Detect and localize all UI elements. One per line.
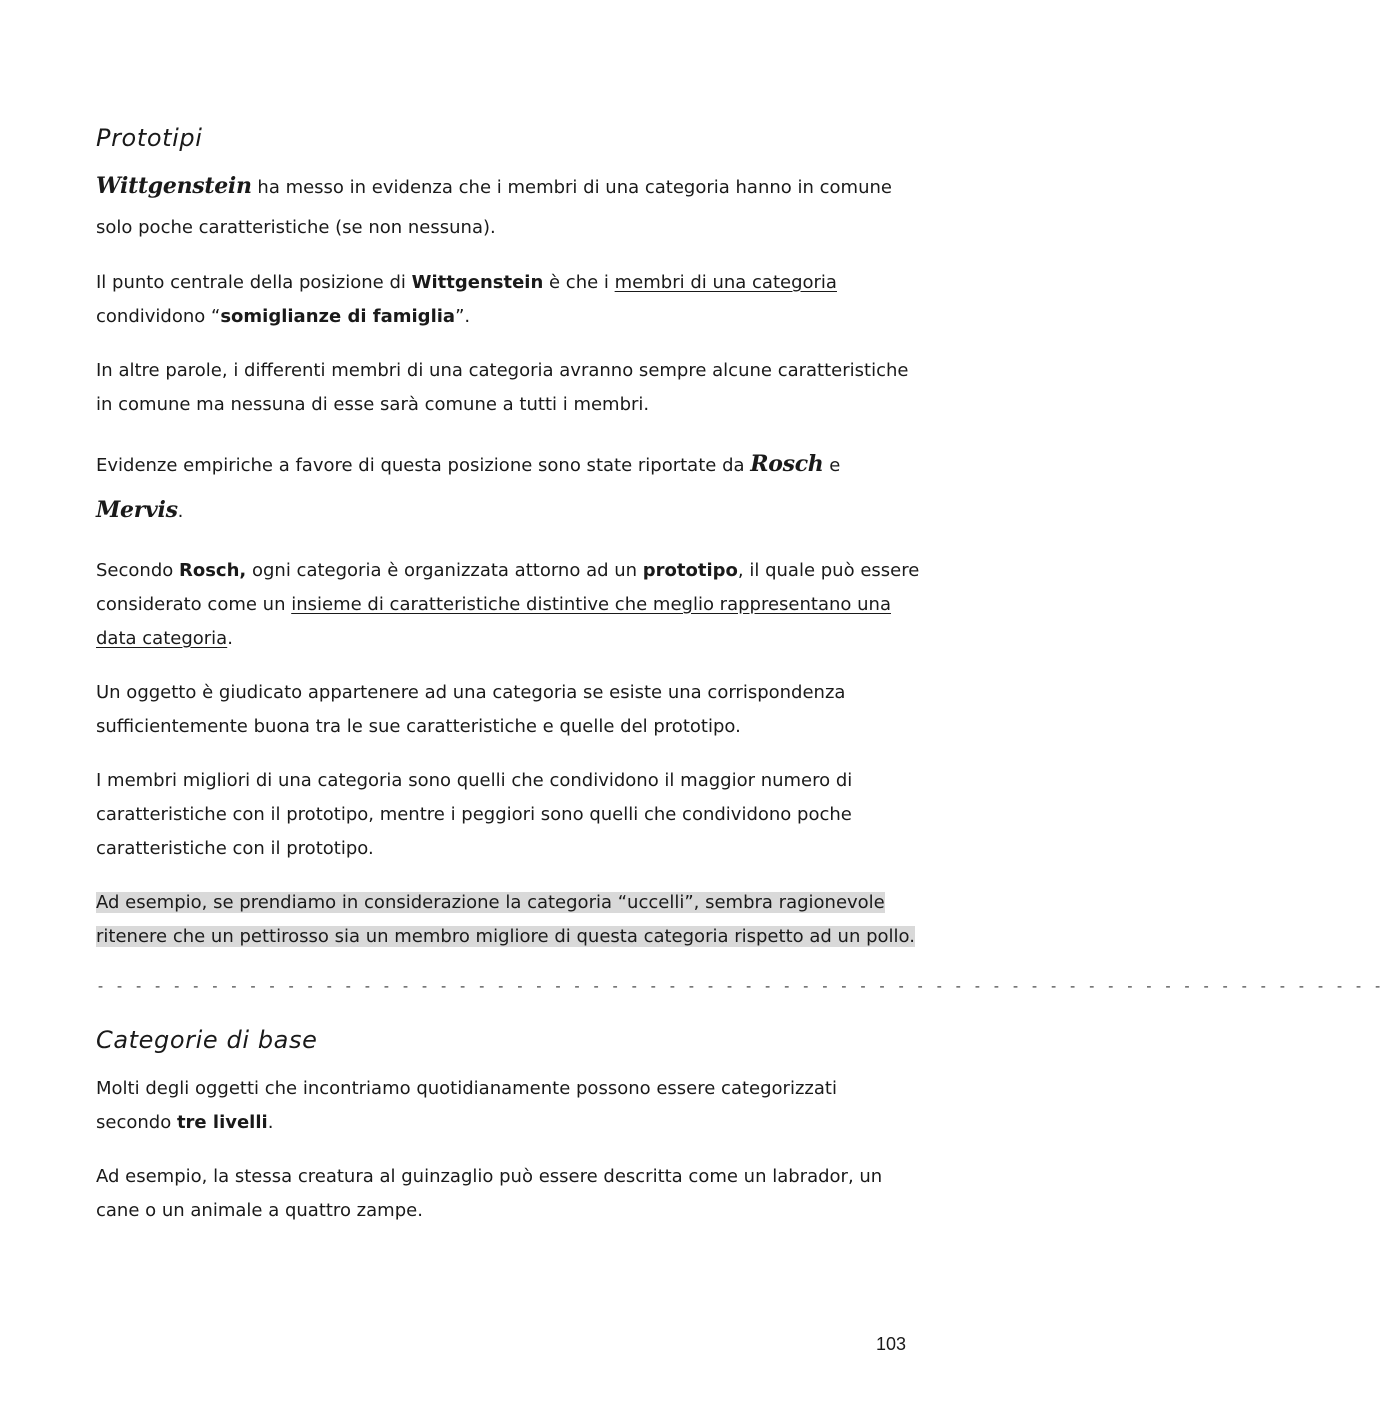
bold-term: somiglianze di famiglia <box>220 306 456 327</box>
text-line: caratteristiche con il prototipo, mentre i peggiori sono quelli che condividono poche <box>96 804 852 825</box>
underlined-phrase: insieme di caratteristiche distintive che meglio rappresentano una <box>291 594 891 615</box>
paragraph-esempio-uccelli <box>96 886 915 954</box>
paragraph-esempio-labrador <box>96 1160 908 1228</box>
text-fragment: . <box>267 1112 274 1133</box>
text-fragment: , il quale può essere <box>737 560 920 581</box>
text-fragment: Evidenze empiriche a favore di questa posizione sono state riportate da <box>96 455 751 476</box>
paragraph-evidenze <box>96 442 908 534</box>
text-fragment: ogni categoria è organizzata attorno ad un <box>246 560 643 581</box>
underlined-phrase: membri di una categoria <box>614 272 837 293</box>
paragraph-oggetto-giudicato <box>96 676 908 744</box>
text-fragment: considerato come un <box>96 594 292 615</box>
text-fragment: ”. <box>455 306 471 327</box>
text-fragment: . <box>227 628 233 649</box>
section-title-prototipi: Prototipi <box>96 124 203 152</box>
text-fragment: e <box>823 455 841 476</box>
paragraph-altre-parole <box>96 354 908 422</box>
dashed-separator: - - - - - - - - - - - - - - - - - - - - - - - - - - - - - - - - - - - - - - - - - - - - - - - - - - - - - - - - - - - - - - - - - - - - <box>96 977 1383 995</box>
text-line: Molti degli oggetti che incontriamo quotidianamente possono essere categorizzati <box>96 1078 837 1099</box>
text-fragment: . <box>177 501 184 522</box>
paragraph-somiglianze <box>96 266 908 334</box>
script-name-wittgenstein: Wittgenstein <box>96 173 252 199</box>
text-line: Ad esempio, la stessa creatura al guinzaglio può essere descritta come un labrador, un <box>96 1166 883 1187</box>
text-line: I membri migliori di una categoria sono quelli che condividono il maggior numero di <box>96 770 853 791</box>
text-line: solo poche caratteristiche (se non nessuna). <box>96 217 496 238</box>
page-content <box>96 118 1383 1228</box>
text-line: In altre parole, i differenti membri di una categoria avranno sempre alcune caratteristiche <box>96 360 909 381</box>
bold-term: Rosch, <box>178 560 247 581</box>
highlighted-text: Ad esempio, se prendiamo in considerazione la categoria “uccelli”, sembra ragionevole <box>96 892 885 913</box>
text-fragment: secondo <box>96 1112 177 1133</box>
paragraph-rosch-prototipo <box>96 554 920 656</box>
text-line: caratteristiche con il prototipo. <box>96 838 374 859</box>
underlined-phrase: data categoria <box>96 628 228 649</box>
text-fragment: ha messo in evidenza che i membri di una categoria hanno in comune <box>251 177 892 198</box>
script-name-mervis: Mervis <box>96 497 178 523</box>
text-fragment: condividono “ <box>96 306 221 327</box>
page-number: 103 <box>875 1334 906 1354</box>
bold-term: prototipo <box>642 560 738 581</box>
paragraph-tre-livelli <box>96 1072 908 1140</box>
bold-term: tre livelli <box>176 1112 268 1133</box>
highlighted-text: ritenere che un pettirosso sia un membro migliore di questa categoria rispetto ad un pollo. <box>96 926 915 947</box>
section-title-categorie-di-base: Categorie di base <box>96 1026 318 1054</box>
paragraph-membri-migliori <box>96 764 908 866</box>
paragraph-wittgenstein-intro <box>96 166 908 248</box>
text-fragment: è che i <box>543 272 615 293</box>
text-fragment: Secondo <box>96 560 179 581</box>
text-line: in comune ma nessuna di esse sarà comune a tutti i membri. <box>96 394 650 415</box>
text-line: cane o un animale a quattro zampe. <box>96 1200 423 1221</box>
script-name-rosch: Rosch <box>750 451 824 477</box>
text-line: sufficientemente buona tra le sue caratteristiche e quelle del prototipo. <box>96 716 741 737</box>
text-fragment: Il punto centrale della posizione di <box>96 272 412 293</box>
bold-term: Wittgenstein <box>411 272 544 293</box>
text-line: Un oggetto è giudicato appartenere ad una categoria se esiste una corrispondenza <box>96 682 846 703</box>
